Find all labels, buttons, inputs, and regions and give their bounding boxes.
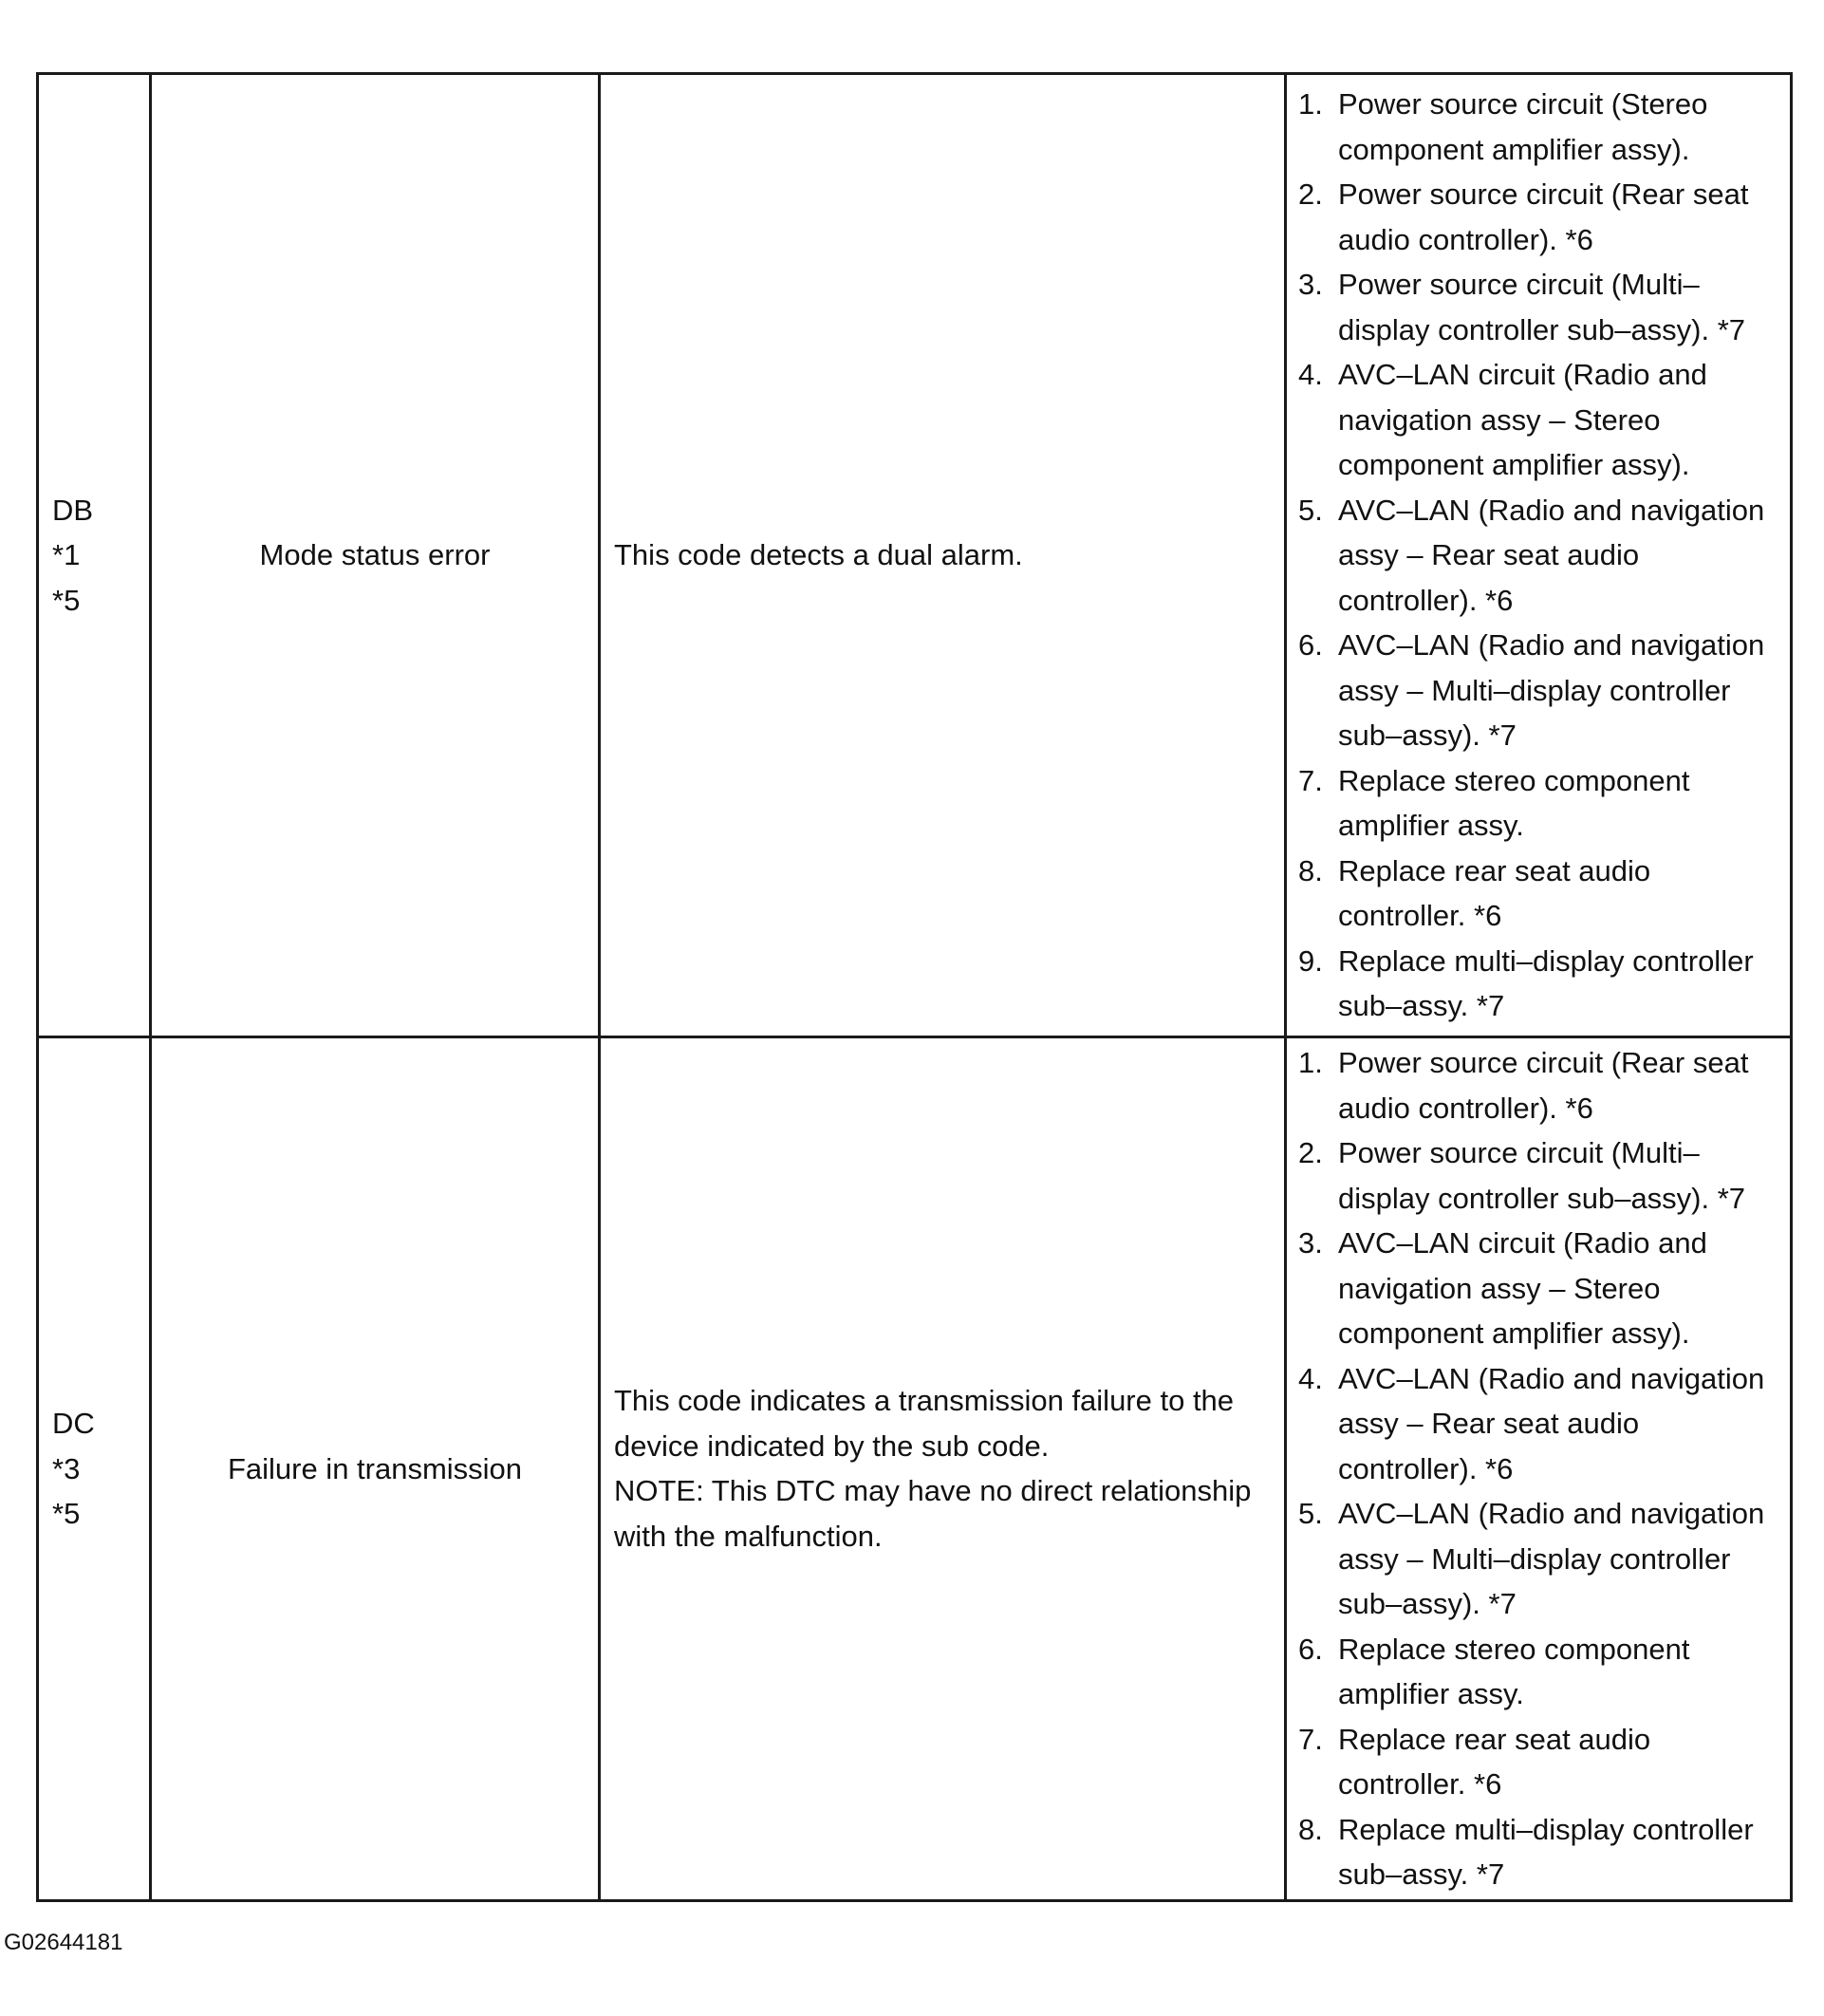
- trouble-area-cell: [1286, 74, 1792, 1037]
- detection-item-cell: [151, 1037, 600, 1901]
- dtc-code-cell: [38, 1037, 151, 1901]
- list-item: 1. Power source circuit (Rear seat audio controller). *6: [1298, 1046, 1749, 1125]
- list-item: 8. Replace multi–display controller sub–assy. *7: [1298, 1812, 1754, 1891]
- list-item: 3. AVC–LAN circuit (Radio and navigation assy – Stereo component amplifier assy).: [1298, 1226, 1707, 1350]
- trouble-area-cell: [1286, 1037, 1792, 1901]
- dtc-table: [36, 72, 1793, 1902]
- dtc-code: DB: [52, 493, 94, 527]
- condition-cell: [600, 74, 1286, 1037]
- condition-text: This code detects a dual alarm.: [614, 538, 1023, 572]
- dtc-code-cell: [38, 74, 151, 1037]
- trouble-area-list: [1298, 82, 1782, 1029]
- list-item: 4. AVC–LAN circuit (Radio and navigation assy – Stereo component amplifier assy).: [1298, 358, 1707, 482]
- detection-item-cell: [151, 74, 600, 1037]
- detection-item: Mode status error: [259, 538, 491, 572]
- list-item: 8. Replace rear seat audio controller. *6: [1298, 853, 1651, 933]
- figure-id: G02644181: [4, 1930, 123, 1955]
- condition-text: This code indicates a transmission failure to the device indicated by the sub code.: [614, 1384, 1235, 1463]
- list-item: 5. AVC–LAN (Radio and navigation assy – Multi–display controller sub–assy). *7: [1298, 1497, 1765, 1620]
- list-item: 1. Power source circuit (Stereo component amplifier assy).: [1298, 87, 1708, 166]
- list-item: 9. Replace multi–display controller sub–assy. *7: [1298, 943, 1754, 1023]
- dtc-code-note: *5: [52, 1497, 81, 1530]
- list-item: 5. AVC–LAN (Radio and navigation assy – Rear seat audio controller). *6: [1298, 493, 1765, 617]
- dtc-code-note: *5: [52, 583, 81, 617]
- list-item: 4. AVC–LAN (Radio and navigation assy – Rear seat audio controller). *6: [1298, 1361, 1765, 1485]
- list-item: 6. AVC–LAN (Radio and navigation assy – Multi–display controller sub–assy). *7: [1298, 628, 1765, 753]
- list-item: 7. Replace rear seat audio controller. *6: [1298, 1722, 1651, 1801]
- list-item: 7. Replace stereo component amplifier assy.: [1298, 763, 1690, 843]
- dtc-code-note: *3: [52, 1451, 81, 1485]
- condition-cell: [600, 1037, 1286, 1901]
- list-item: 2. Power source circuit (Multi–display controller sub–assy). *7: [1298, 1136, 1746, 1215]
- list-item: 2. Power source circuit (Rear seat audio controller). *6: [1298, 177, 1749, 256]
- list-item: 6. Replace stereo component amplifier assy.: [1298, 1632, 1690, 1710]
- table-row-db: [38, 74, 1792, 1037]
- table-row-dc: [38, 1037, 1792, 1901]
- dtc-code-note: *1: [52, 538, 81, 572]
- list-item: 3. Power source circuit (Multi–display controller sub–assy). *7: [1298, 268, 1746, 346]
- condition-note: NOTE: This DTC may have no direct relationship with the malfunction.: [614, 1474, 1252, 1553]
- detection-item: Failure in transmission: [227, 1451, 523, 1485]
- trouble-area-list: [1298, 1040, 1782, 1897]
- dtc-code: DC: [52, 1407, 95, 1440]
